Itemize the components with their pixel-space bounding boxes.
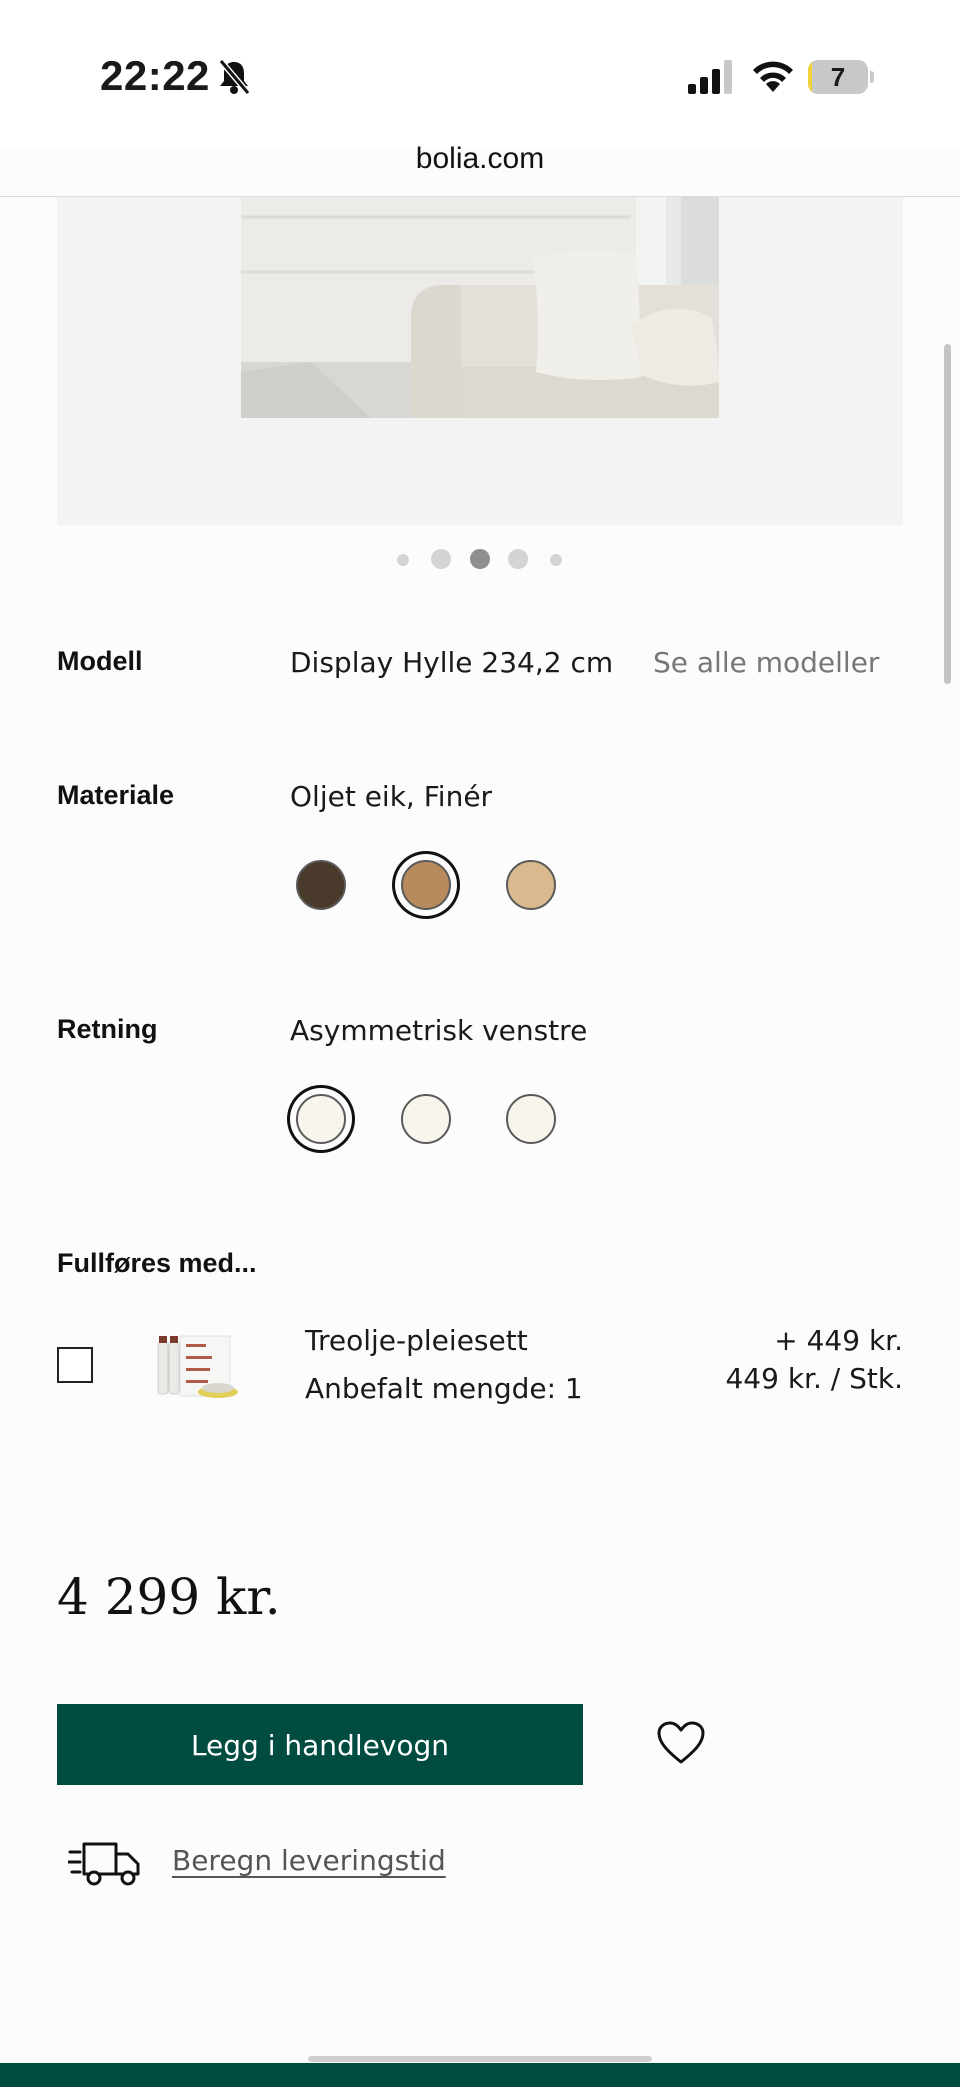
addons-heading: Fullføres med...	[57, 1248, 257, 1278]
direction-label: Retning	[57, 1014, 158, 1044]
wifi-icon	[752, 58, 794, 92]
material-label: Materiale	[57, 780, 175, 810]
delivery-time-link[interactable]: Beregn leveringstid	[172, 1844, 446, 1877]
material-swatch-light-oak[interactable]	[506, 860, 556, 910]
carousel-dot[interactable]	[508, 549, 528, 569]
addon-unit-price: 449 kr. / Stk.	[725, 1362, 903, 1395]
direction-option-asymmetric-left[interactable]	[296, 1094, 346, 1144]
direction-value: Asymmetrisk venstre	[290, 1014, 588, 1047]
address-bar-url[interactable]: bolia.com	[415, 142, 545, 175]
direction-option[interactable]	[401, 1094, 451, 1144]
cellular-signal-icon	[688, 60, 734, 94]
carousel-pagination	[0, 549, 960, 567]
material-swatch-dark-oak[interactable]	[296, 860, 346, 910]
home-indicator[interactable]	[308, 2056, 652, 2062]
footer-bar	[0, 2063, 960, 2087]
product-photo	[241, 197, 719, 418]
addon-price: + 449 kr.	[774, 1324, 903, 1357]
direction-option[interactable]	[506, 1094, 556, 1144]
battery-level: 7	[830, 62, 846, 92]
product-image-carousel[interactable]	[57, 197, 903, 525]
add-to-cart-button[interactable]: Legg i handlevogn	[57, 1704, 583, 1785]
status-bar	[0, 0, 960, 175]
carousel-dot[interactable]	[550, 554, 562, 566]
carousel-dot-active[interactable]	[470, 549, 490, 569]
carousel-dot[interactable]	[431, 549, 451, 569]
status-time: 22:22	[100, 52, 210, 99]
carousel-dot[interactable]	[397, 554, 409, 566]
material-swatch-oiled-oak[interactable]	[401, 860, 451, 910]
material-value: Oljet eik, Finér	[290, 780, 493, 813]
page-scrollbar[interactable]	[944, 344, 951, 684]
heart-icon[interactable]	[656, 1720, 706, 1766]
addon-name[interactable]: Treolje-pleiesett	[305, 1324, 528, 1357]
product-price: 4 299 kr.	[57, 1568, 281, 1626]
addon-checkbox[interactable]	[57, 1347, 93, 1383]
model-value: Display Hylle 234,2 cm	[290, 646, 614, 679]
model-label: Modell	[57, 646, 143, 676]
care-kit-thumbnail	[152, 1330, 248, 1406]
bell-slash-icon	[216, 58, 252, 96]
delivery-truck-icon	[68, 1840, 142, 1888]
see-all-models-link[interactable]: Se alle modeller	[653, 646, 880, 679]
addon-quantity: Anbefalt mengde: 1	[305, 1372, 583, 1405]
battery-indicator	[808, 60, 874, 94]
